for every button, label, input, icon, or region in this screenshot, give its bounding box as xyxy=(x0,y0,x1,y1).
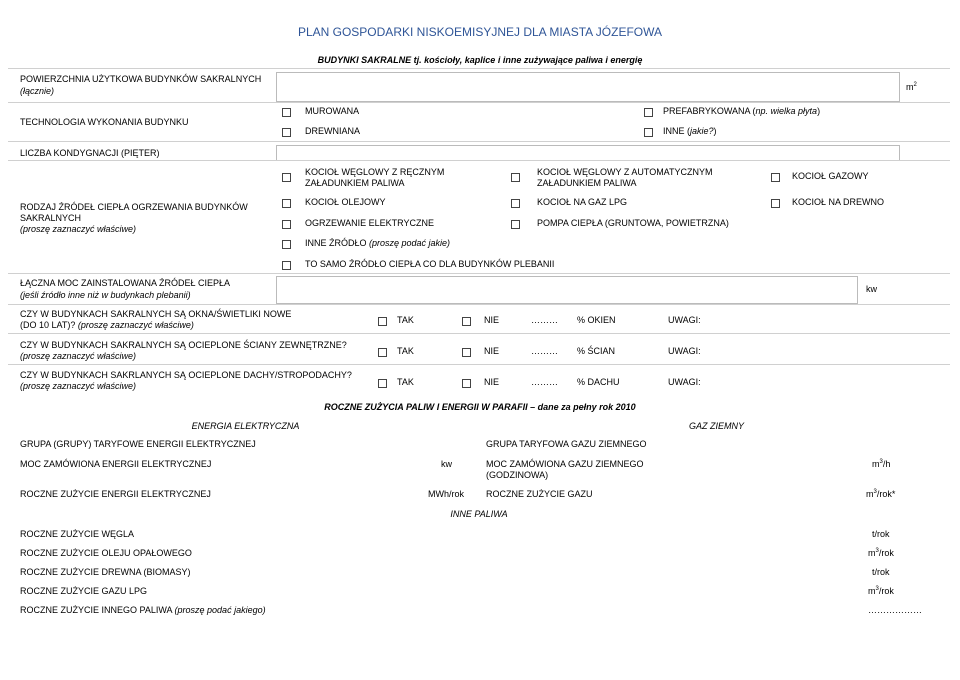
heat-oil-label: KOCIOŁ OLEJOWY xyxy=(305,197,386,207)
heat-electric-checkbox[interactable] xyxy=(282,220,291,229)
floors-input[interactable] xyxy=(276,145,900,161)
lpg-unit: $m^3$/rok xyxy=(868,586,894,596)
floors-label: LICZBA KONDYGNACJI (PIĘTER) xyxy=(20,148,160,158)
heat-label-2: SAKRALNYCH xyxy=(20,213,82,223)
divider xyxy=(8,141,950,142)
windows-nie-checkbox[interactable] xyxy=(462,317,471,326)
technology-drewniana-label: DREWNIANA xyxy=(305,126,361,136)
heat-lpg-checkbox[interactable] xyxy=(511,199,520,208)
power-label: ŁĄCZNA MOC ZAINSTALOWANA ŹRÓDEŁ CIEPŁA xyxy=(20,278,231,288)
technology-prefab-checkbox[interactable] xyxy=(644,108,653,117)
electric-power-unit: kw xyxy=(441,459,452,469)
wood-label: ROCZNE ZUŻYCIE DREWNA (BIOMASY) xyxy=(20,567,191,577)
heat-pump-checkbox[interactable] xyxy=(511,220,520,229)
walls-question-note: (proszę zaznaczyć właściwe) xyxy=(20,351,137,361)
technology-inne-label: INNE (jakie?) xyxy=(663,126,717,136)
heat-coal-manual-checkbox[interactable] xyxy=(282,173,291,182)
walls-question: CZY W BUDYNKACH SAKRALNYCH SĄ OCIEPLONE ŚCIANY ZEWNĘTRZNE? xyxy=(20,340,347,350)
windows-percent-label: % OKIEN xyxy=(577,315,616,325)
other-fuel-unit[interactable]: ……………… xyxy=(868,605,922,615)
heat-same-as-plebania-label: TO SAMO ŹRÓDŁO CIEPŁA CO DLA BUDYNKÓW PLEBANII xyxy=(305,259,555,269)
electric-usage-unit: MWh/rok xyxy=(428,489,464,499)
oil-unit: $m^3$/rok xyxy=(868,548,894,558)
heat-pump-label: POMPA CIEPŁA (GRUNTOWA, POWIETRZNA) xyxy=(537,218,729,228)
lpg-label: ROCZNE ZUŻYCIE GAZU LPG xyxy=(20,586,148,596)
wood-unit: t/rok xyxy=(872,567,890,577)
heat-coal-auto-label: KOCIOŁ WĘGLOWY Z AUTOMATYCZNYM ZAŁADUNKIEM PALIWA xyxy=(537,167,713,188)
technology-inne-checkbox[interactable] xyxy=(644,128,653,137)
other-fuel-label: ROCZNE ZUŻYCIE INNEGO PALIWA (proszę podać jakiego) xyxy=(20,605,266,615)
walls-nie-checkbox[interactable] xyxy=(462,348,471,357)
coal-unit: t/rok xyxy=(872,529,890,539)
windows-tak-label: TAK xyxy=(397,315,414,325)
divider xyxy=(8,273,950,274)
oil-label: ROCZNE ZUŻYCIE OLEJU OPAŁOWEGO xyxy=(20,548,192,558)
heat-wood-checkbox[interactable] xyxy=(771,199,780,208)
area-unit: $m^2$ xyxy=(906,82,917,92)
windows-question: CZY W BUDYNKACH SAKRALNYCH SĄ OKNA/ŚWIETLIKI NOWE xyxy=(20,309,292,319)
windows-remarks-label: UWAGI: xyxy=(668,315,701,325)
roof-question-note: (proszę zaznaczyć właściwe) xyxy=(20,381,137,391)
heat-coal-auto-checkbox[interactable] xyxy=(511,173,520,182)
gas-power-unit: $m^3/h$ xyxy=(872,459,891,469)
technology-label: TECHNOLOGIA WYKONANIA BUDYNKU xyxy=(20,117,189,127)
roof-percent-input[interactable]: ……… xyxy=(531,377,558,387)
walls-tak-checkbox[interactable] xyxy=(378,348,387,357)
roof-nie-checkbox[interactable] xyxy=(462,379,471,388)
technology-drewniana-checkbox[interactable] xyxy=(282,128,291,137)
heat-lpg-label: KOCIOŁ NA GAZ LPG xyxy=(537,197,628,207)
fuels-header: INNE PALIWA xyxy=(450,509,508,519)
heat-note: (proszę zaznaczyć właściwe) xyxy=(20,224,137,234)
power-input[interactable] xyxy=(276,276,858,304)
heat-other-checkbox[interactable] xyxy=(282,240,291,249)
heat-gas-checkbox[interactable] xyxy=(771,173,780,182)
divider xyxy=(8,68,950,69)
electric-power-label: MOC ZAMÓWIONA ENERGII ELEKTRYCZNEJ xyxy=(20,459,212,469)
power-note: (jeśli źródło inne niż w budynkach plebanii) xyxy=(20,290,191,300)
heat-oil-checkbox[interactable] xyxy=(282,199,291,208)
technology-murowana-checkbox[interactable] xyxy=(282,108,291,117)
heat-same-as-plebania-checkbox[interactable] xyxy=(282,261,291,270)
roof-nie-label: NIE xyxy=(484,377,500,387)
heat-coal-manual-label: KOCIOŁ WĘGLOWY Z RĘCZNYM ZAŁADUNKIEM PALIWA xyxy=(305,167,445,188)
heat-gas-label: KOCIOŁ GAZOWY xyxy=(792,171,869,181)
roof-remarks-label: UWAGI: xyxy=(668,377,701,387)
gas-power-label: MOC ZAMÓWIONA GAZU ZIEMNEGO (GODZINOWA) xyxy=(486,459,644,480)
gas-usage-label: ROCZNE ZUŻYCIE GAZU xyxy=(486,489,593,499)
divider xyxy=(8,364,950,365)
technology-prefab-label: PREFABRYKOWANA (np. wielka płyta) xyxy=(663,106,821,116)
walls-percent-label: % ŚCIAN xyxy=(577,346,616,356)
electric-group-label: GRUPA (GRUPY) TARYFOWE ENERGII ELEKTRYCZNEJ xyxy=(20,439,256,449)
windows-nie-label: NIE xyxy=(484,315,500,325)
heat-electric-label: OGRZEWANIE ELEKTRYCZNE xyxy=(305,218,435,228)
walls-percent-input[interactable]: ……… xyxy=(531,346,558,356)
consumption-title: ROCZNE ZUŻYCIA PALIW I ENERGII W PARAFII – dane za pełny rok 2010 xyxy=(324,402,636,412)
gas-usage-unit: $m^3/rok*$ xyxy=(866,489,896,499)
area-label: POWIERZCHNIA UŻYTKOWA BUDYNKÓW SAKRALNYCH xyxy=(20,74,262,84)
roof-tak-label: TAK xyxy=(397,377,414,387)
electric-usage-label: ROCZNE ZUŻYCIE ENERGII ELEKTRYCZNEJ xyxy=(20,489,211,499)
roof-percent-label: % DACHU xyxy=(577,377,620,387)
heat-other-label: INNE ŹRÓDŁO (proszę podać jakie) xyxy=(305,238,451,248)
page-title: PLAN GOSPODARKI NISKOEMISYJNEJ DLA MIASTA JÓZEFOWA xyxy=(297,25,663,39)
divider xyxy=(8,160,950,161)
heat-wood-label: KOCIOŁ NA DREWNO xyxy=(792,197,885,207)
roof-tak-checkbox[interactable] xyxy=(378,379,387,388)
roof-question: CZY W BUDYNKACH SAKRLANYCH SĄ OCIEPLONE DACHY/STROPODACHY? xyxy=(20,370,352,380)
heat-label: RODZAJ ŹRÓDEŁ CIEPŁA OGRZEWANIA BUDYNKÓW xyxy=(20,202,248,212)
divider xyxy=(8,304,950,305)
electric-header: ENERGIA ELEKTRYCZNA xyxy=(191,421,300,431)
power-unit: kw xyxy=(866,284,877,294)
walls-remarks-label: UWAGI: xyxy=(668,346,701,356)
divider xyxy=(8,333,950,334)
area-note: (łącznie) xyxy=(20,86,55,96)
page-subtitle: BUDYNKI SAKRALNE tj. kościoły, kaplice i inne zużywające paliwa i energię xyxy=(317,55,643,65)
windows-question-2: (DO 10 LAT)? (proszę zaznaczyć właściwe) xyxy=(20,320,194,330)
area-input[interactable] xyxy=(276,72,900,102)
gas-header: GAZ ZIEMNY xyxy=(688,421,744,431)
windows-percent-input[interactable]: ……… xyxy=(531,315,558,325)
technology-murowana-label: MUROWANA xyxy=(305,106,360,116)
walls-tak-label: TAK xyxy=(397,346,414,356)
windows-tak-checkbox[interactable] xyxy=(378,317,387,326)
coal-label: ROCZNE ZUŻYCIE WĘGLA xyxy=(20,529,135,539)
gas-group-label: GRUPA TARYFOWA GAZU ZIEMNEGO xyxy=(486,439,647,449)
divider xyxy=(8,102,950,103)
walls-nie-label: NIE xyxy=(484,346,500,356)
